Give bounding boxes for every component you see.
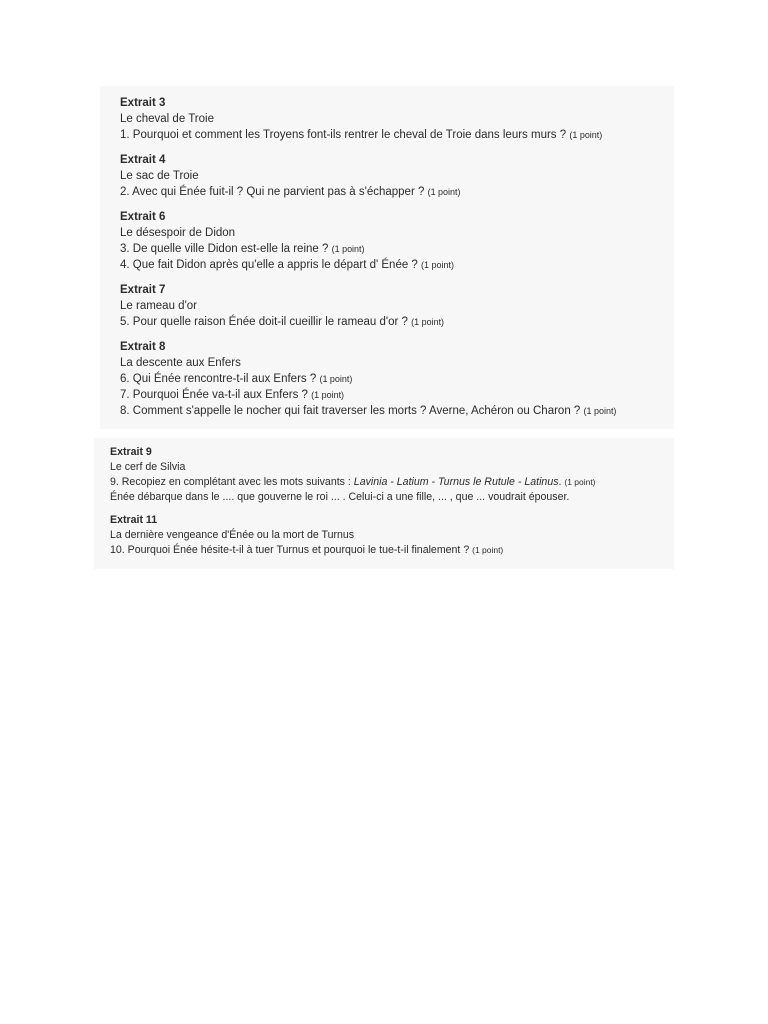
- section-heading: Extrait 8: [120, 341, 166, 353]
- question-7: [120, 387, 674, 403]
- section-subtitle: La dernière vengeance d'Énée ou la mort de Turnus: [110, 529, 355, 541]
- question-9: [110, 475, 674, 490]
- section-subtitle: La descente aux Enfers: [120, 357, 241, 369]
- question-text: 8. Comment s'appelle le nocher qui fait traverser les morts ? Averne, Achéron ou Charon ?: [120, 405, 581, 417]
- section-subtitle: Le désespoir de Didon: [120, 227, 236, 239]
- section-heading: Extrait 6: [120, 211, 166, 223]
- section-extrait-6: [120, 209, 674, 273]
- section-extrait-9: [110, 445, 674, 505]
- section-extrait-7: [120, 282, 674, 330]
- question-text: 1. Pourquoi et comment les Troyens font-ils rentrer le cheval de Troie dans leurs murs ?: [120, 129, 567, 141]
- points-label: (1 point): [311, 390, 345, 400]
- word-list: Lavinia - Latium - Turnus le Rutule - Latinus: [353, 476, 559, 488]
- section-heading: Extrait 7: [120, 284, 166, 296]
- question-text: 6. Qui Énée rencontre-t-il aux Enfers ?: [120, 373, 317, 385]
- questions-panel-2: [94, 438, 674, 569]
- question-2: [120, 184, 674, 200]
- section-heading: Extrait 9: [110, 446, 152, 458]
- points-label: (1 point): [472, 545, 504, 555]
- question-text: 2. Avec qui Énée fuit-il ? Qui ne parvient pas à s'échapper ?: [120, 186, 425, 198]
- question-punctuation: .: [558, 476, 562, 488]
- section-heading: Extrait 11: [110, 514, 158, 526]
- points-label: (1 point): [569, 130, 603, 140]
- questions-panel-1: [100, 86, 674, 429]
- section-subtitle: Le cerf de Silvia: [110, 461, 186, 473]
- section-heading: Extrait 3: [120, 97, 166, 109]
- question-6: [120, 371, 674, 387]
- question-1: [120, 127, 674, 143]
- points-label: (1 point): [427, 187, 461, 197]
- question-text: 10. Pourquoi Énée hésite-t-il à tuer Turnus et pourquoi le tue-t-il finalement ?: [110, 544, 470, 556]
- section-extrait-3: [120, 95, 674, 143]
- section-extrait-11: [110, 513, 674, 558]
- question-5: [120, 314, 674, 330]
- points-label: (1 point): [331, 244, 365, 254]
- question-10: [110, 543, 674, 558]
- section-extrait-8: [120, 339, 674, 419]
- question-8: [120, 403, 674, 419]
- points-label: (1 point): [421, 260, 454, 270]
- question-text: 9. Recopiez en complétant avec les mots suivants :: [110, 476, 351, 488]
- question-text: 5. Pour quelle raison Énée doit-il cueillir le rameau d'or ?: [120, 316, 408, 328]
- section-subtitle: Le cheval de Troie: [120, 113, 214, 125]
- points-label: (1 point): [583, 406, 617, 416]
- section-subtitle: Le sac de Troie: [120, 170, 199, 182]
- points-label: (1 point): [319, 374, 353, 384]
- points-label: (1 point): [564, 477, 596, 487]
- fill-in-sentence: Énée débarque dans le .... que gouverne le roi ... . Celui-ci a une fille, ... , que ... voudrait épouser.: [110, 491, 570, 503]
- question-text: 7. Pourquoi Énée va-t-il aux Enfers ?: [120, 389, 308, 401]
- section-extrait-4: [120, 152, 674, 200]
- question-3: [120, 241, 674, 257]
- points-label: (1 point): [411, 317, 445, 327]
- section-heading: Extrait 4: [120, 154, 166, 166]
- question-text: 4. Que fait Didon après qu'elle a appris le départ d' Énée ?: [120, 259, 418, 271]
- question-text: 3. De quelle ville Didon est-elle la reine ?: [120, 243, 329, 255]
- section-subtitle: Le rameau d'or: [120, 300, 197, 312]
- question-4: [120, 257, 674, 273]
